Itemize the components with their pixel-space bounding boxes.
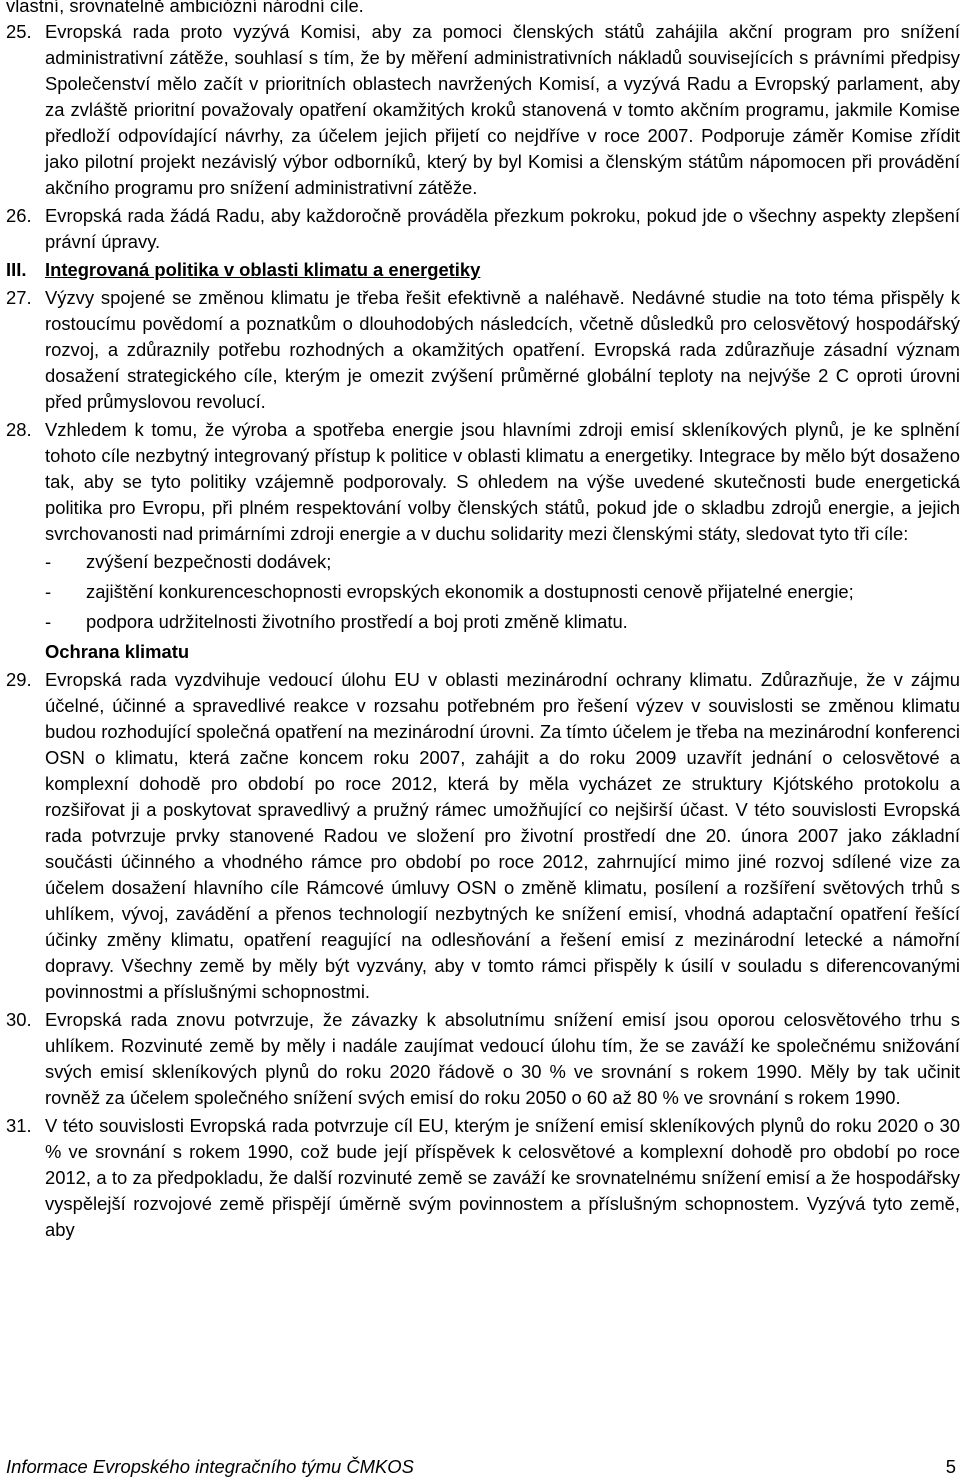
- bullet-dash: -: [45, 611, 52, 632]
- paragraph-text: Evropská rada vyzdvihuje vedoucí úlohu EU v oblasti mezinárodní ochrany klimatu. Zdůrazňuje, že v zájmu účelné, účinné a spravedlivé reakce v rozsahu potřebném pro řešení výzev v souvislosti se změnou klimatu budou rozhodující společná opatření na mezinárodní úrovni. Za tímto účelem je třeba na mezinárodní konferenci OSN o klimatu, která začne koncem roku 2007, zahájit a do roku 2009 uzavřít jednání o celosvětové a komplexní dohodě pro období po roce 2012, která by měla vycházet ze struktury Kjótského protokolu a rozšiřovat ji a poskytovat spravedlivý a pružný rámec umožňující co nejširší účast. V této souvislosti Evropská rada potvrzuje prvky stanovené Radou ve složení pro životní prostředí dne 20. února 2007 jako základní součásti účinného a vhodného rámce pro období po roce 2012, zahrnující mimo jiné rozvoj sdílené vize za účelem dosažení hlavního cíle Rámcové úmluvy OSN o změně klimatu, posílení a rozšíření světových trhů s uhlíkem, vývoj, zavádění a přenos technologií nezbytných ke snížení emisí, vhodná adaptační opatření řešící účinky změny klimatu, opatření reagující na odlesňování a řešení emisí z mezinárodní letecké a námořní dopravy. Všechny země by měly být vyzvány, aby v tomto rámci přispěly k úsilí v souladu s diferencovanými povinnostmi a příslušnými schopnostmi.: [45, 669, 960, 1002]
- bullet-text: zvýšení bezpečnosti dodávek;: [86, 551, 332, 572]
- paragraph-number: 27.: [6, 287, 32, 308]
- section-title: Integrovaná politika v oblasti klimatu a energetiky: [45, 259, 481, 280]
- section-number: III.: [6, 259, 27, 280]
- page-footer: [6, 1455, 956, 1479]
- bullet-item: [6, 549, 960, 575]
- footer-text: Informace Evropského integračního týmu ČMKOS: [6, 1456, 414, 1477]
- paragraph-number: 26.: [6, 205, 32, 226]
- paragraph-text: Evropská rada žádá Radu, aby každoročně prováděla přezkum pokroku, pokud jde o všechny aspekty zlepšení právní úpravy.: [45, 205, 960, 252]
- paragraph-text: Evropská rada znovu potvrzuje, že závazky k absolutnímu snížení emisí jsou oporou celosvětového trhu s uhlíkem. Rozvinuté země by měly i nadále zaujímat vedoucí úlohu tím, že se zaváží ke společnému snižování svých emisí skleníkových plynů do roku 2020 řádově o 30 % ve srovnání s rokem 1990. Měly by tak učinit rovněž za účelem společného snížení svých emisí do roku 2050 o 60 až 80 % ve srovnání s rokem 1990.: [45, 1009, 960, 1108]
- paragraph-number: 31.: [6, 1115, 32, 1136]
- subheading: Ochrana klimatu: [45, 641, 190, 662]
- paragraph-text: Vzhledem k tomu, že výroba a spotřeba energie jsou hlavními zdroji emisí skleníkových plynů, je ke splnění tohoto cíle nezbytný integrovaný přístup k politice v oblasti klimatu a energetiky. Integrace by mělo být dosaženo tak, aby se tyto politiky vzájemně podporovaly. S ohledem na výše uvedené skutečnosti bude energetická politika pro Evropu, při plném respektování volby členských států, pokud jde o skladbu zdrojů energie, a jejich svrchovanosti nad primárními zdroji energie a v duchu solidarity mezi členskými státy, sledovat tyto tři cíle:: [45, 419, 960, 544]
- bullet-dash: -: [45, 581, 52, 602]
- paragraph-number: 28.: [6, 419, 32, 440]
- bullet-dash: -: [45, 551, 52, 572]
- paragraph-text: Výzvy spojené se změnou klimatu je třeba řešit efektivně a naléhavě. Nedávné studie na toto téma přispěly k rostoucímu povědomí a poznatkům o dlouhodobých následcích, včetně důsledků pro celosvětový hospodářský rozvoj, a zdůraznily potřebu rozhodných a okamžitých opatření. Evropská rada zdůrazňuje zásadní význam dosažení strategického cíle, kterým je omezit zvýšení průměrné globální teploty na nejvýše 2 C oproti úrovni před průmyslovou revolucí.: [45, 287, 960, 412]
- paragraph-text: V této souvislosti Evropská rada potvrzuje cíl EU, kterým je snížení emisí skleníkových plynů do roku 2020 o 30 % ve srovnání s rokem 1990, což bude její příspěvek k celosvětové a komplexní dohodě pro období po roce 2012, a to za předpokladu, že další rozvinuté země se zaváží ke srovnatelnému snížení emisí a že hospodářsky vyspělejší rozvojové země přispějí úměrně svým povinnostem a příslušným schopnostem. Vyzývá tyto země, aby: [45, 1115, 960, 1240]
- page-number: 5: [945, 1456, 956, 1477]
- continuation-line: vlastní, srovnatelně ambiciózní národní cíle.: [6, 0, 364, 16]
- paragraph-31: [6, 1113, 960, 1243]
- paragraph-text: Evropská rada proto vyzývá Komisi, aby za pomoci členských států zahájila akční program pro snížení administrativní zátěže, souhlasí s tím, že by měření administrativních nákladů souvisejících s právními předpisy Společenství mělo začít v prioritních oblastech navržených Komisí, a vyzývá Radu a Evropský parlament, aby za zvláště prioritní považovaly opatření okamžitých kroků stanovená v tomto akčním programu, jakmile Komise předloží odpovídající návrhy, za účelem jejich přijetí co nejdříve v roce 2007. Podporuje záměr Komise zřídit jako pilotní projekt nezávislý výbor odborníků, který by byl Komisi a členským státům nápomocen při provádění akčního programu pro snížení administrativní zátěže.: [45, 21, 960, 198]
- document-body: [6, 0, 960, 1245]
- paragraph-25: [6, 19, 960, 201]
- paragraph-number: 29.: [6, 669, 32, 690]
- paragraph-30: [6, 1007, 960, 1111]
- bullet-item: [6, 609, 960, 635]
- bullet-text: zajištění konkurenceschopnosti evropských ekonomik a dostupnosti cenově přijatelné energie;: [86, 581, 854, 602]
- section-heading: [6, 257, 960, 283]
- bullet-item: [6, 579, 960, 605]
- paragraph-27: [6, 285, 960, 415]
- paragraph-29: [6, 667, 960, 1005]
- paragraph-number: 30.: [6, 1009, 32, 1030]
- paragraph-number: 25.: [6, 21, 32, 42]
- paragraph-26: [6, 203, 960, 255]
- paragraph-28: [6, 417, 960, 547]
- bullet-text: podpora udržitelnosti životního prostředí a boj proti změně klimatu.: [86, 611, 628, 632]
